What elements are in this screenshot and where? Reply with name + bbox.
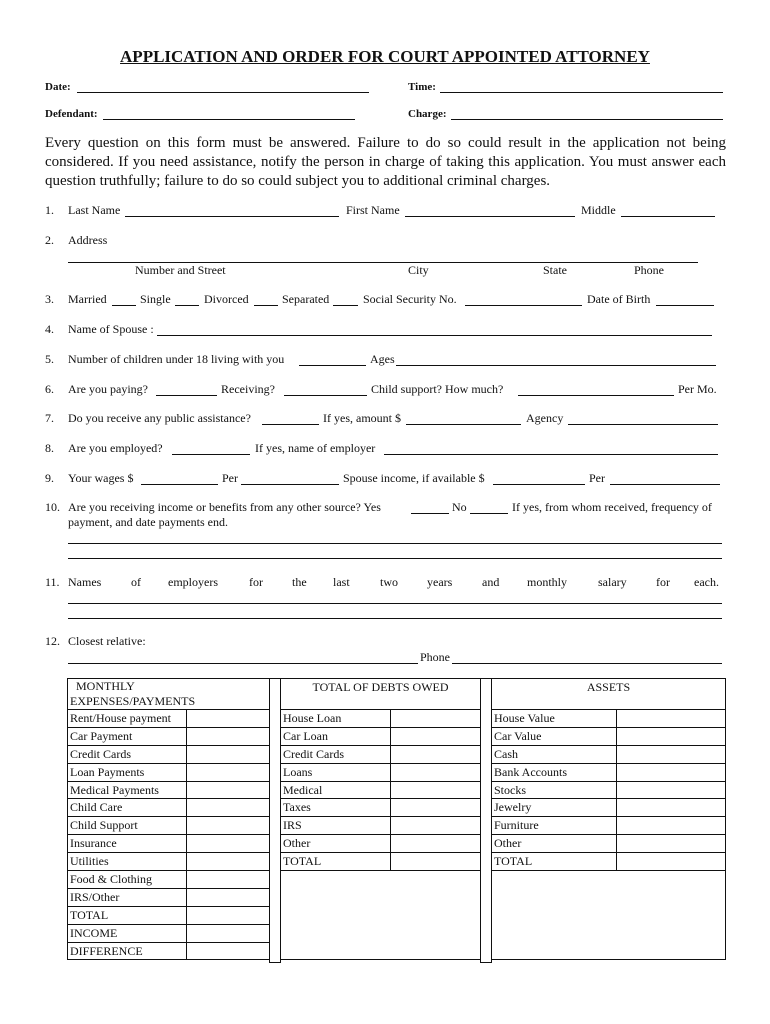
wages-per-label: Per xyxy=(222,471,238,485)
expense-amount-cell[interactable] xyxy=(187,924,270,942)
closest-relative-field[interactable] xyxy=(68,663,418,664)
date-field[interactable] xyxy=(77,92,369,93)
asset-label: TOTAL xyxy=(492,853,617,871)
debt-label: Medical xyxy=(281,781,391,799)
relative-phone-label: Phone xyxy=(420,650,450,664)
asset-amount-cell[interactable] xyxy=(617,799,726,817)
debt-label: Loans xyxy=(281,763,391,781)
dob-field[interactable] xyxy=(656,305,714,306)
table-row xyxy=(68,871,270,889)
q11-word: two xyxy=(380,575,398,589)
state-sublabel: State xyxy=(543,263,567,277)
employer-label: If yes, name of employer xyxy=(255,441,376,455)
separated-field[interactable] xyxy=(333,305,358,306)
q11-word: for xyxy=(656,575,670,589)
charge-field[interactable] xyxy=(451,119,723,120)
closest-relative-label: Closest relative: xyxy=(68,634,146,648)
address-label: Address xyxy=(68,233,108,247)
last-name-label: Last Name xyxy=(68,203,121,217)
asset-label: Bank Accounts xyxy=(492,763,617,781)
employers-line-2[interactable] xyxy=(68,618,722,619)
expense-amount-cell[interactable] xyxy=(187,853,270,871)
debts-header: TOTAL OF DEBTS OWED xyxy=(281,679,481,710)
table-row xyxy=(492,835,726,853)
asset-amount-cell[interactable] xyxy=(617,710,726,728)
debts-blank-area xyxy=(281,871,481,960)
other-income-no-field[interactable] xyxy=(470,513,508,514)
asset-label: Furniture xyxy=(492,817,617,835)
page-title: APPLICATION AND ORDER FOR COURT APPOINTED ATTORNEY xyxy=(120,47,650,66)
public-assistance-label: Do you receive any public assistance? xyxy=(68,411,251,425)
employed-field[interactable] xyxy=(172,454,250,455)
table-row xyxy=(68,817,270,835)
middle-name-label: Middle xyxy=(581,203,616,217)
assets-blank-area xyxy=(492,871,726,960)
table-row xyxy=(281,763,481,781)
q11-word: of xyxy=(131,575,141,589)
separated-label: Separated xyxy=(282,292,330,306)
expense-label: Child Care xyxy=(68,799,187,817)
defendant-field[interactable] xyxy=(103,119,355,120)
expense-label: Credit Cards xyxy=(68,745,187,763)
spouse-name-label: Name of Spouse : xyxy=(68,322,154,336)
expense-amount-cell[interactable] xyxy=(187,835,270,853)
divorced-label: Divorced xyxy=(204,292,249,306)
ages-label: Ages xyxy=(370,352,395,366)
table-row xyxy=(492,799,726,817)
asset-label: Cash xyxy=(492,745,617,763)
q12-number: 12. xyxy=(45,634,60,648)
asset-label: Jewelry xyxy=(492,799,617,817)
expense-amount-cell[interactable] xyxy=(187,871,270,889)
child-support-label: Child support? How much? xyxy=(371,382,504,396)
q3-number: 3. xyxy=(45,292,54,306)
table-row xyxy=(492,727,726,745)
expense-label: TOTAL xyxy=(68,906,187,924)
paying-field[interactable] xyxy=(156,395,217,396)
other-income-yes-field[interactable] xyxy=(411,513,449,514)
first-name-label: First Name xyxy=(346,203,400,217)
debt-amount-cell[interactable] xyxy=(391,817,481,835)
table-row xyxy=(492,781,726,799)
expenses-header xyxy=(68,679,270,710)
single-field[interactable] xyxy=(175,305,199,306)
debt-amount-cell[interactable] xyxy=(391,745,481,763)
expense-label: Food & Clothing xyxy=(68,871,187,889)
q11-word: years xyxy=(427,575,453,589)
table-row xyxy=(68,710,270,728)
receiving-field[interactable] xyxy=(284,395,367,396)
paying-label: Are you paying? xyxy=(68,382,148,396)
table-row xyxy=(68,888,270,906)
time-label: Time: xyxy=(408,81,436,93)
expense-label: Rent/House payment xyxy=(68,710,187,728)
table-row xyxy=(68,781,270,799)
expense-label: INCOME xyxy=(68,924,187,942)
table-row xyxy=(492,710,726,728)
table-row xyxy=(68,727,270,745)
q4-number: 4. xyxy=(45,322,54,336)
divorced-field[interactable] xyxy=(254,305,278,306)
q11-word: last xyxy=(333,575,350,589)
wages-per-field[interactable] xyxy=(241,484,339,485)
debt-label: Credit Cards xyxy=(281,745,391,763)
street-sublabel: Number and Street xyxy=(135,263,226,277)
assets-table xyxy=(491,678,726,960)
expense-amount-cell[interactable] xyxy=(187,888,270,906)
first-name-field[interactable] xyxy=(405,216,575,217)
debt-amount-cell[interactable] xyxy=(391,835,481,853)
debt-amount-cell[interactable] xyxy=(391,781,481,799)
spouse-per-field[interactable] xyxy=(610,484,720,485)
assets-header: ASSETS xyxy=(492,679,726,710)
ssn-field[interactable] xyxy=(465,305,582,306)
table-row xyxy=(68,799,270,817)
other-income-label: Are you receiving income or benefits from any other source? Yes xyxy=(68,500,381,514)
q11-number: 11. xyxy=(45,575,60,589)
expense-label: Medical Payments xyxy=(68,781,187,799)
table-row xyxy=(281,710,481,728)
debt-label: IRS xyxy=(281,817,391,835)
amount-field[interactable] xyxy=(406,424,521,425)
receiving-label: Receiving? xyxy=(221,382,275,396)
asset-label: House Value xyxy=(492,710,617,728)
expense-amount-cell[interactable] xyxy=(187,817,270,835)
q5-number: 5. xyxy=(45,352,54,366)
date-label: Date: xyxy=(45,81,71,93)
agency-label: Agency xyxy=(526,411,564,425)
q1-number: 1. xyxy=(45,203,54,217)
q11-word: the xyxy=(292,575,307,589)
debt-label: Car Loan xyxy=(281,727,391,745)
expense-label: IRS/Other xyxy=(68,888,187,906)
asset-label: Car Value xyxy=(492,727,617,745)
city-sublabel: City xyxy=(408,263,429,277)
per-month-label: Per Mo. xyxy=(678,382,717,396)
ssn-label: Social Security No. xyxy=(363,292,457,306)
expense-amount-cell[interactable] xyxy=(187,710,270,728)
middle-name-field[interactable] xyxy=(621,216,715,217)
other-income-line-1[interactable] xyxy=(68,543,722,544)
time-field[interactable] xyxy=(440,92,723,93)
expenses-table xyxy=(67,678,270,960)
married-label: Married xyxy=(68,292,107,306)
q11-word: and xyxy=(482,575,500,589)
debts-table xyxy=(280,678,481,960)
q6-number: 6. xyxy=(45,382,54,396)
table-row xyxy=(68,835,270,853)
ages-field[interactable] xyxy=(396,365,716,366)
asset-label: Other xyxy=(492,835,617,853)
expense-amount-cell[interactable] xyxy=(187,942,270,960)
payment-end-label: payment, and date payments end. xyxy=(68,515,228,529)
table-row xyxy=(281,799,481,817)
q11-word: for xyxy=(249,575,263,589)
employed-label: Are you employed? xyxy=(68,441,163,455)
expense-amount-cell[interactable] xyxy=(187,727,270,745)
table-row xyxy=(492,853,726,871)
table-row xyxy=(281,853,481,871)
wages-field[interactable] xyxy=(141,484,218,485)
married-field[interactable] xyxy=(112,305,136,306)
expenses-header-line-2: EXPENSES/PAYMENTS xyxy=(70,694,196,708)
asset-amount-cell[interactable] xyxy=(617,853,726,871)
asset-amount-cell[interactable] xyxy=(617,817,726,835)
table-row xyxy=(281,781,481,799)
expense-amount-cell[interactable] xyxy=(187,906,270,924)
debt-label: House Loan xyxy=(281,710,391,728)
asset-amount-cell[interactable] xyxy=(617,781,726,799)
table-row xyxy=(281,835,481,853)
debt-amount-cell[interactable] xyxy=(391,763,481,781)
asset-amount-cell[interactable] xyxy=(617,745,726,763)
expense-amount-cell[interactable] xyxy=(187,745,270,763)
defendant-label: Defendant: xyxy=(45,108,98,120)
dob-label: Date of Birth xyxy=(587,292,651,306)
debt-amount-cell[interactable] xyxy=(391,727,481,745)
table-row xyxy=(281,745,481,763)
table-row xyxy=(68,745,270,763)
employers-line-1[interactable] xyxy=(68,603,722,604)
amount-label: If yes, amount $ xyxy=(323,411,401,425)
q9-number: 9. xyxy=(45,471,54,485)
expense-label: Insurance xyxy=(68,835,187,853)
expense-amount-cell[interactable] xyxy=(187,799,270,817)
other-income-source-label: If yes, from whom received, frequency of xyxy=(512,500,712,514)
spouse-per-label: Per xyxy=(589,471,605,485)
table-row xyxy=(281,817,481,835)
debt-amount-cell[interactable] xyxy=(391,853,481,871)
table-row xyxy=(281,727,481,745)
children-label: Number of children under 18 living with you xyxy=(68,352,285,366)
expense-amount-cell[interactable] xyxy=(187,781,270,799)
q8-number: 8. xyxy=(45,441,54,455)
debt-label: TOTAL xyxy=(281,853,391,871)
single-label: Single xyxy=(140,292,171,306)
wages-label: Your wages $ xyxy=(68,471,134,485)
child-support-amount-field[interactable] xyxy=(518,395,674,396)
children-count-field[interactable] xyxy=(299,365,366,366)
q7-number: 7. xyxy=(45,411,54,425)
q10-number: 10. xyxy=(45,500,60,514)
public-assistance-field[interactable] xyxy=(262,424,319,425)
debt-label: Other xyxy=(281,835,391,853)
asset-label: Stocks xyxy=(492,781,617,799)
employer-field[interactable] xyxy=(384,454,718,455)
table-row xyxy=(492,763,726,781)
debt-label: Taxes xyxy=(281,799,391,817)
table-row xyxy=(492,817,726,835)
charge-label: Charge: xyxy=(408,108,447,120)
q11-word: Names xyxy=(68,575,102,589)
table-row xyxy=(68,853,270,871)
other-income-no-label: No xyxy=(452,500,467,514)
asset-amount-cell[interactable] xyxy=(617,835,726,853)
asset-amount-cell[interactable] xyxy=(617,763,726,781)
table-row xyxy=(68,763,270,781)
spouse-name-field[interactable] xyxy=(157,335,712,336)
debt-amount-cell[interactable] xyxy=(391,710,481,728)
phone-sublabel: Phone xyxy=(634,263,664,277)
instructions-paragraph: Every question on this form must be answered. Failure to do so could result in the application not being considered. If you need assistance, notify the person in charge of taking this application. You must answer each question truthfully; failure to do so could subject you to additional criminal charges. xyxy=(45,135,726,189)
last-name-field[interactable] xyxy=(125,216,339,217)
spouse-income-field[interactable] xyxy=(493,484,585,485)
q11-word: employers xyxy=(168,575,218,589)
expenses-header-line-1: MONTHLY xyxy=(76,679,135,693)
table-row xyxy=(68,924,270,942)
agency-field[interactable] xyxy=(568,424,718,425)
q11-word: salary xyxy=(598,575,627,589)
expense-label: Child Support xyxy=(68,817,187,835)
expense-label: Loan Payments xyxy=(68,763,187,781)
q11-word: each. xyxy=(694,575,719,589)
debt-amount-cell[interactable] xyxy=(391,799,481,817)
asset-amount-cell[interactable] xyxy=(617,727,726,745)
relative-phone-field[interactable] xyxy=(452,663,722,664)
spouse-income-label: Spouse income, if available $ xyxy=(343,471,485,485)
q11-word: monthly xyxy=(527,575,568,589)
table-row xyxy=(68,906,270,924)
expense-label: DIFFERENCE xyxy=(68,942,187,960)
expense-amount-cell[interactable] xyxy=(187,763,270,781)
q2-number: 2. xyxy=(45,233,54,247)
other-income-line-2[interactable] xyxy=(68,558,722,559)
table-row xyxy=(68,942,270,960)
expense-label: Car Payment xyxy=(68,727,187,745)
table-row xyxy=(492,745,726,763)
expense-label: Utilities xyxy=(68,853,187,871)
